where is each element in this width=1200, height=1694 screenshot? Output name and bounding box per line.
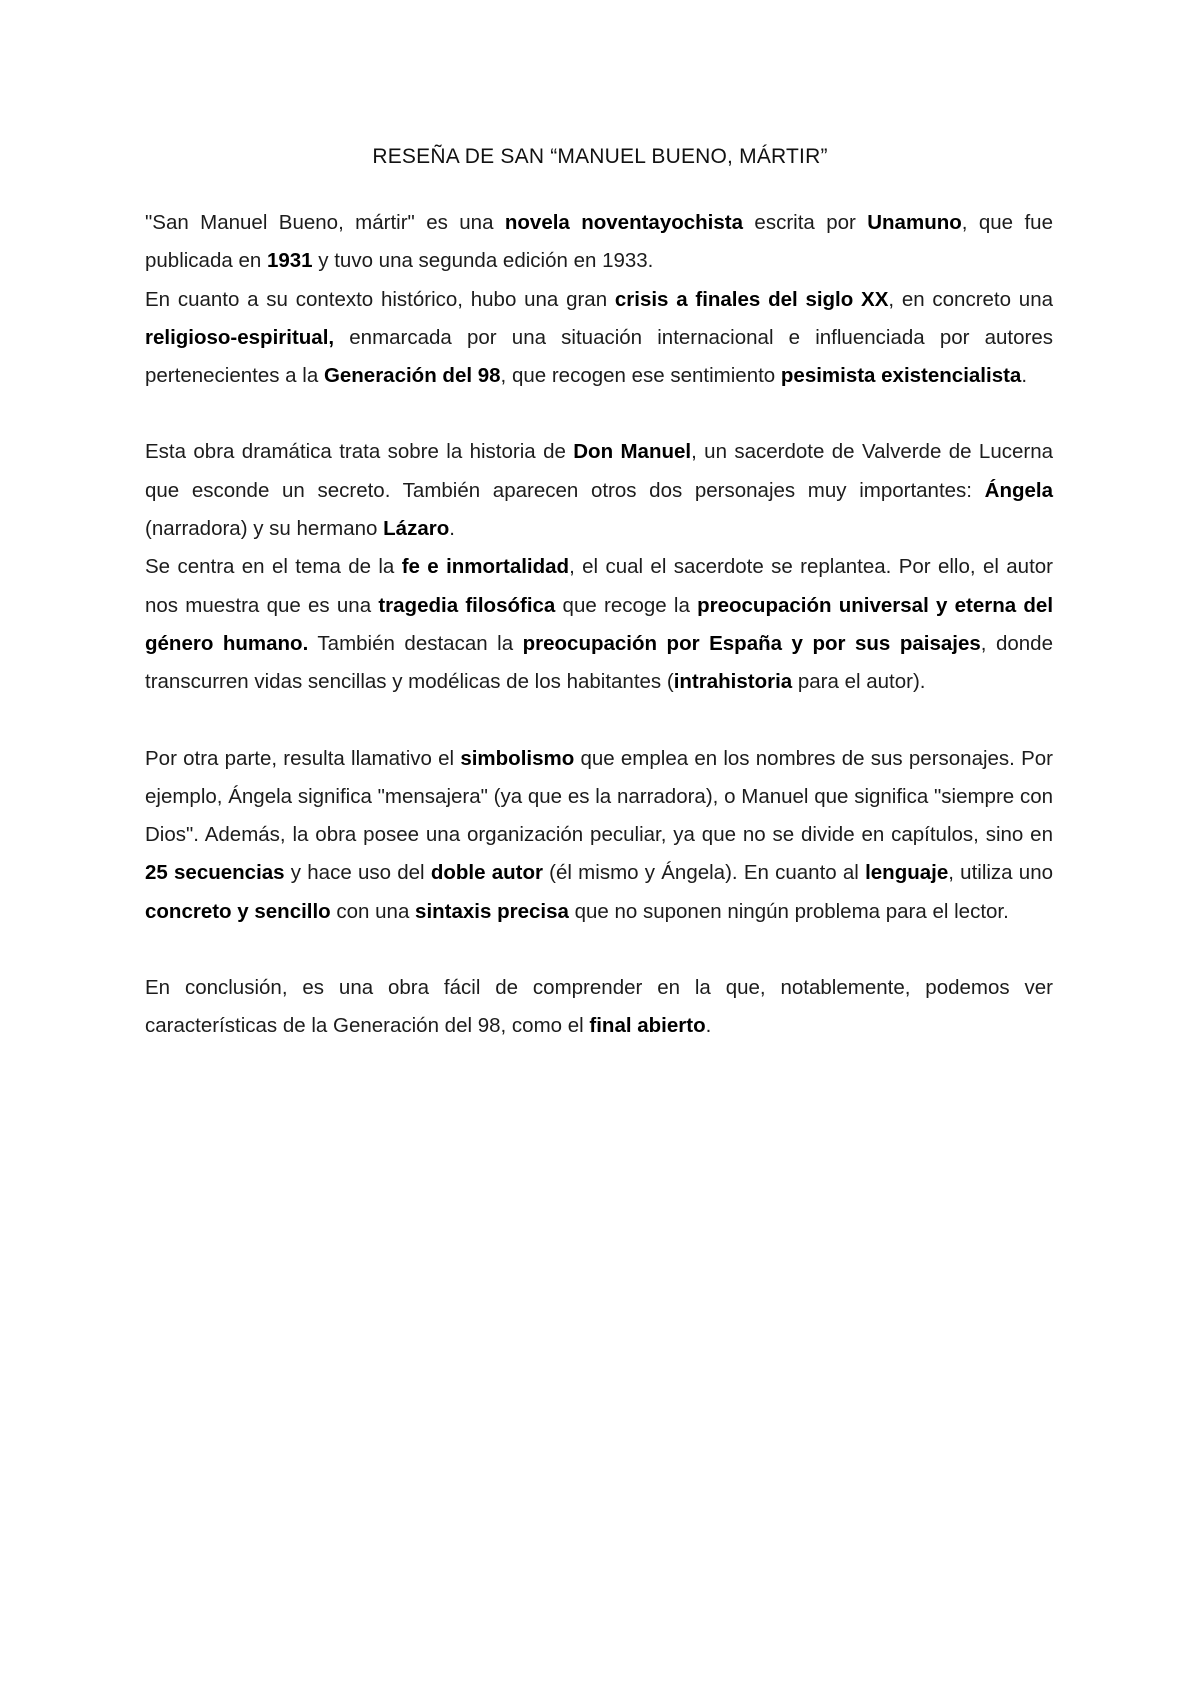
text-run: .: [705, 1014, 712, 1038]
paragraph-4: [145, 548, 1053, 701]
bold-text: Generación del 98: [323, 364, 501, 388]
bold-text: intrahistoria: [673, 670, 793, 694]
text-run: para el autor).: [792, 670, 926, 694]
bold-text: Lázaro: [383, 517, 450, 541]
text-run: Se centra en el tema de la: [145, 555, 402, 579]
text-run: y hace uso del: [284, 861, 431, 885]
text-run: y tuvo una segunda edición en 1933.: [312, 249, 654, 273]
bold-text: 1931: [266, 249, 313, 273]
bold-text: pesimista existencialista: [780, 364, 1022, 388]
bold-text: fe e inmortalidad: [401, 555, 570, 579]
text-run: Esta obra dramática trata sobre la historia de: [145, 440, 574, 464]
paragraph-spacer: [145, 702, 1053, 740]
document-body: [145, 204, 1053, 1046]
bold-text: Ángela: [984, 478, 1053, 502]
bold-text: Don Manuel: [573, 440, 692, 464]
text-run: (narradora) y su hermano: [145, 517, 384, 541]
bold-text: crisis a finales del siglo XX: [614, 287, 889, 311]
bold-text: Unamuno: [867, 211, 962, 234]
text-run: En cuanto a su contexto histórico, hubo una gran: [145, 287, 615, 311]
text-run: Por otra parte, resulta llamativo el: [145, 746, 461, 770]
text-run: , un sacerdote de Valverde de Lucerna que esconde un secreto. También aparecen otros dos personajes muy importantes:: [145, 440, 1053, 502]
bold-text: final abierto: [589, 1014, 706, 1038]
bold-text: preocupación por España y por sus paisajes: [522, 631, 981, 655]
bold-text: concreto y sencillo: [145, 899, 331, 923]
text-run: .: [1021, 364, 1028, 388]
bold-text: tragedia filosófica: [378, 593, 556, 617]
bold-text: novela noventayochista: [504, 211, 744, 234]
text-run: , el cual el sacerdote se replantea. Por ello, el autor nos muestra que es una: [145, 555, 1053, 617]
paragraph-5: [145, 740, 1053, 931]
text-run: , que fue publicada en: [145, 211, 1053, 273]
bold-text: 25 secuencias: [145, 861, 285, 885]
text-run: , que recogen ese sentimiento: [500, 364, 781, 388]
text-run: con una: [330, 899, 416, 923]
bold-text: preocupación universal y eterna del género humano.: [145, 593, 1054, 655]
bold-text: simbolismo: [460, 746, 575, 770]
text-run: enmarcada por una situación internacional e influenciada por autores pertenecientes a la: [145, 325, 1053, 388]
text-run: , donde transcurren vidas sencillas y modélicas de los habitantes (: [145, 631, 1053, 694]
paragraph-1: [145, 204, 1053, 281]
bold-text: religioso-espiritual,: [145, 325, 335, 349]
paragraph-6: [145, 969, 1053, 1046]
paragraph-spacer: [145, 395, 1053, 433]
text-run: escrita por: [743, 211, 868, 234]
document-title: RESEÑA DE SAN “MANUEL BUENO, MÁRTIR”: [372, 145, 828, 168]
text-run: , utiliza uno: [948, 861, 1054, 885]
text-run: , en concreto una: [888, 287, 1053, 311]
paragraph-3: [145, 433, 1053, 548]
paragraph-spacer: [145, 931, 1053, 969]
text-run: En conclusión, es una obra fácil de comprender en la que, notablemente, podemos ver características de la Generación del 98, como el: [145, 976, 1053, 1038]
text-run: (él mismo y Ángela). En cuanto al: [542, 861, 866, 885]
paragraph-2: [145, 281, 1053, 396]
text-run: .: [449, 517, 455, 541]
text-run: que recoge la: [555, 593, 698, 617]
text-run: que no suponen ningún problema para el lector.: [568, 899, 1009, 923]
text-run: También destacan la: [308, 631, 523, 655]
bold-text: lenguaje: [865, 861, 949, 885]
bold-text: doble autor: [430, 861, 543, 885]
text-run: que emplea en los nombres de sus personajes. Por ejemplo, Ángela significa "mensajera" (ya que es la narradora), o Manuel que significa "siempre con Dios". Además, la obra posee una organización peculiar, ya que no se divide en capítulos, sino en: [145, 746, 1053, 847]
bold-text: sintaxis precisa: [415, 899, 569, 923]
text-run: "San Manuel Bueno, mártir" es una: [145, 211, 505, 234]
